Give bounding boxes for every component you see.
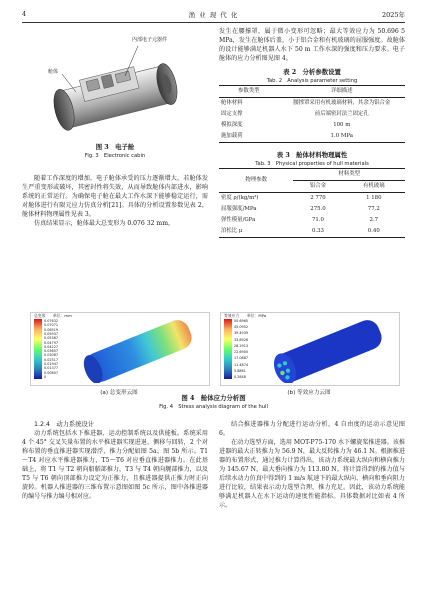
scale-value: 0.02517 — [44, 357, 59, 362]
electronic-cabin-illustration — [40, 30, 190, 142]
fig3-caption: 图 3 电子舱 — [95, 143, 135, 151]
scale-value: 0.03087 — [44, 353, 59, 358]
table3-header: 铝合金 — [309, 183, 327, 189]
scale-value: 0.05937 — [44, 331, 59, 336]
scale-value: 0.06519 — [44, 327, 59, 332]
scale-value: 5.8861 — [234, 368, 246, 373]
running-header — [22, 10, 405, 22]
paragraph: 随着工作深度的增加，电子舱体承受的压力逐渐增大，若舱体发生严重变形或破坏，其密封性将失效，从而导致舱体内部进水，影响系统的正常运行。为确保电子舱在最大工作水深下能够稳定运行，需对舱体进行有限元应力仿真分析[21]。具体的分析设置参数见表 2，舱体材料物理属性见表 3。 — [22, 175, 208, 218]
table2-header: 详细描述 — [330, 88, 353, 94]
header-rule — [22, 22, 405, 23]
table2-cell: 前后端密封法兰固定孔 — [314, 111, 369, 117]
scale-value: 0.03657 — [44, 349, 59, 354]
scale-value: 28.2913 — [234, 343, 249, 348]
fig4-panel-equivalent-stress — [220, 312, 400, 386]
scale-value: 0.04797 — [44, 340, 59, 345]
table-3-material-properties — [219, 168, 405, 238]
scale-value: 45.0952 — [234, 325, 249, 330]
journal-name: 渔 业 现 代 化 — [188, 11, 239, 19]
panel-b-unit: 单位：MPa — [247, 313, 267, 318]
scale-value: 0.2848 — [234, 375, 246, 379]
table2-cell: 施加载荷 — [221, 133, 243, 139]
fig3-label-cabin: 舱体 — [48, 69, 59, 75]
table3-header: 有机玻璃 — [363, 183, 385, 189]
table3-cell: 弹性模量/GPa — [221, 217, 256, 223]
panel-a-unit: 单位：mm — [53, 313, 72, 318]
scale-value: 50.6965 — [234, 319, 249, 323]
page-number: 4 — [22, 10, 27, 18]
paragraph: 仿真结果显示，舱体最大总变形为 0.076 32 mm， — [34, 220, 175, 227]
table3-cell: 1 180 — [366, 195, 382, 201]
fig3-caption-en: Fig. 3 Electronic cabin — [84, 153, 146, 159]
section-heading: 1.2.4 动力系统设计 — [34, 421, 95, 428]
panel-b-title: 等效应力 — [224, 313, 240, 318]
table3-caption: 表 3 舱体材料物理属性 — [276, 151, 348, 159]
table3-cell: 0.40 — [367, 228, 380, 234]
table3-header: 物理参数 — [219, 169, 293, 193]
fig4-label-a: (a) 总变形云图 — [100, 390, 138, 396]
scale-value: 0.01377 — [44, 366, 59, 371]
table2-caption-en: Tab. 2 Analysis parameter setting — [266, 78, 358, 84]
scale-value: 0.04227 — [44, 344, 59, 349]
fig4-panel-total-deformation — [30, 312, 210, 386]
fig4-label-b: (b) 等效应力云图 — [287, 390, 331, 396]
scale-value: 33.8926 — [234, 337, 249, 342]
table2-cell: 舱体材料 — [221, 100, 243, 106]
deformation-contour-plot — [71, 315, 211, 383]
figure-4-stress-analysis — [20, 312, 410, 402]
table2-caption: 表 2 分析参数设置 — [283, 68, 341, 76]
table3-cell: 2.7 — [369, 217, 379, 223]
table2-cell: 1.0 MPa — [330, 133, 353, 139]
section-1-2-4-left — [22, 420, 208, 501]
paragraph: 在动力选型方面，选用 MOT-P75-170 水下螺旋桨推进器。该推进器的最大正转推力为 56.9 N，最大反转推力为 46.1 N。根据推进器的布置形式，通过推力计算得出，该动力系统最大纵向和横向推力为 145.67 N，最大垂向推力为 113.80 N。将计算得到的推力值与后续水动力仿真中得到的 1 m/s 航速下的最大纵向、横向和垂向阻力进行比较，结果表示动力选型合理，推力充足。因此，该动力系统能够满足机器人在水下运动的速度性能指标。具体数据对比如表 4 所示。 — [219, 439, 405, 509]
scale-value: 0.05367 — [44, 336, 59, 341]
fig3-label-components: 内部电子元器件 — [132, 37, 168, 43]
table3-caption-en: Tab. 3 Physical properties of hull materials — [255, 161, 369, 167]
deformation-color-scale — [34, 319, 42, 379]
scale-value: 22.6900 — [234, 350, 249, 355]
table2-cell: 固定支撑 — [221, 111, 243, 117]
section-1-2-4-right — [219, 420, 405, 510]
table3-cell: 密度 ρ/(kg/m³) — [221, 195, 259, 201]
table3-cell: 屈服强度/MPa — [221, 206, 257, 212]
fig4-caption: 图 4 舱体应力分析图 — [181, 394, 246, 402]
scale-value: 0.07632 — [44, 319, 59, 323]
table2-cell: 模拟深度 — [221, 122, 243, 128]
table3-cell: 泊松比 μ — [221, 228, 243, 234]
paragraph: 动力系统包括水下推进器、运动控制系统以及供能板。系统采用 4 个 45° 交叉矢量布置的水平推进器实现进退、侧移与回转，2 个对称布置的垂直推进器实现潜浮，推力分配如图 5a、图 5b 所示。T1～T4 对应水平推进器推力，T5～T6 对应垂直推进器推力。在此基础上，将 T1 与 T2 朝向船艏部推力，T3 与 T4 朝向艉部推力，以及 T5 与 T6 朝向顶部推力设定为正推力，且推进器提供正推力时正向旋转。机器人推进器的三维布置示意图如图 5c 所示，图中各推进器的编号与推力编号相对应。 — [22, 430, 208, 500]
scale-value: 0.07071 — [44, 323, 59, 328]
figure-3-electronic-cabin — [40, 30, 190, 160]
left-column-text — [22, 174, 208, 228]
table2-cell: 腰撑罩采用有机玻璃材料，其余为铝合金 — [293, 100, 391, 106]
table3-cell: 275.0 — [310, 206, 326, 212]
header-year: 2025年 — [381, 11, 405, 19]
table3-header-group: 材料类型 — [293, 169, 405, 181]
table2-cell: 100 m — [333, 122, 351, 128]
scale-value: 39.4939 — [234, 331, 249, 336]
table-2-analysis-parameters — [219, 85, 405, 143]
table3-cell: 2 770 — [310, 195, 326, 201]
table3-cell: 0.33 — [311, 228, 324, 234]
fig4-caption-en: Fig. 4 Stress analysis diagram of the hull — [159, 404, 268, 410]
right-column — [219, 27, 405, 238]
paragraph: 发生在腰撑罩，属于微小变形可忽略；最大等效应力为 50.696 5 MPa，发生在舱体后盖，小于铝合金和有机玻璃的屈服强度。故舱体的设计能够满足机器人水下 50 m 工作水深的强度和压力要求。电子舱体的应力分析图见图 4。 — [219, 28, 405, 62]
scale-value: 0.01947 — [44, 362, 59, 367]
stress-contour-plot — [261, 315, 401, 383]
paragraph: 结合推进器推力分配进行运动分析，4 自由度的运动示意见图 6。 — [219, 421, 405, 437]
table2-header: 参数类型 — [237, 88, 260, 94]
table3-cell: 77.2 — [367, 206, 380, 212]
panel-a-title: 总变形 — [34, 313, 46, 318]
scale-value: 17.0887 — [234, 356, 249, 361]
scale-value: 0 — [44, 375, 47, 379]
stress-color-scale — [224, 319, 232, 379]
scale-value: 11.4874 — [234, 362, 249, 367]
scale-value: 0.00807 — [44, 370, 59, 375]
table3-cell: 71.0 — [311, 217, 324, 223]
